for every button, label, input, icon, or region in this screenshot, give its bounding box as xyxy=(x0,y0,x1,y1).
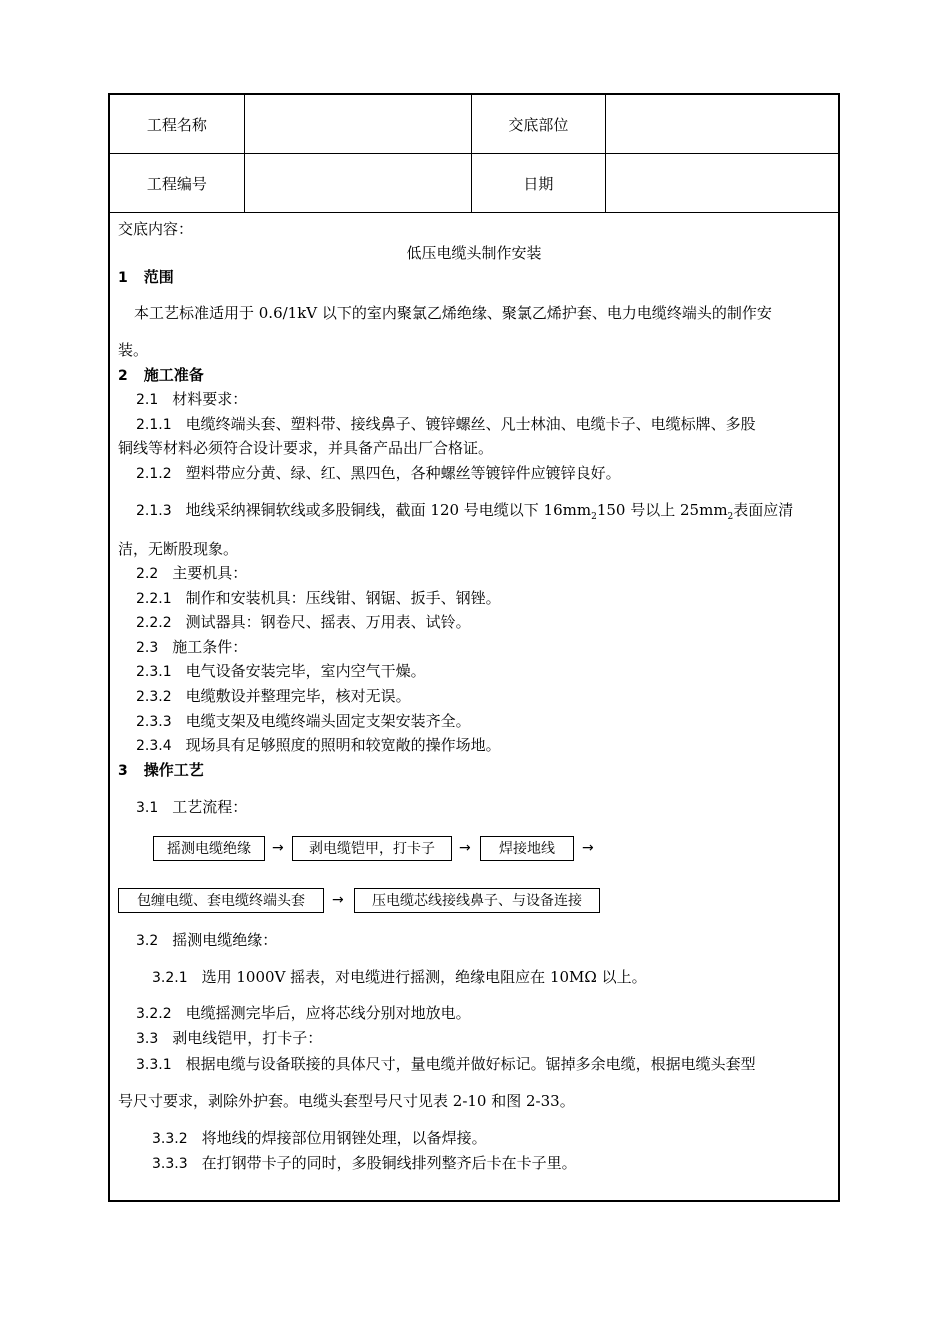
item-2-3-3 xyxy=(136,711,471,732)
item-number: 2.1.1 xyxy=(136,417,172,433)
section-1-heading xyxy=(118,267,174,288)
item-number: 2.1 xyxy=(136,392,159,408)
item-2-1-3 xyxy=(136,500,793,527)
item-2-2 xyxy=(136,563,247,584)
item-number: 3.2.2 xyxy=(136,1006,172,1022)
item-2-3-2 xyxy=(136,686,411,707)
paragraph: 装。 xyxy=(118,341,149,359)
item-text: 选用 1000V 摇表，对电缆进行摇测，绝缘电阻应在 10MΩ 以上。 xyxy=(201,968,647,986)
item-number: 2.3 xyxy=(136,640,159,656)
document-frame xyxy=(108,93,840,1202)
item-text: 制作和安装机具：压线钳、钢锯、扳手、钢锉。 xyxy=(185,589,501,607)
location-label: 交底部位 xyxy=(471,95,606,154)
flow-step-5: 压电缆芯线接线鼻子、与设备连接 xyxy=(354,888,600,913)
section-number: 2 xyxy=(118,368,128,384)
item-number: 2.2.1 xyxy=(136,591,172,607)
date-label: 日期 xyxy=(471,154,606,213)
content-label: 交底内容： xyxy=(118,220,194,238)
paragraph: 铜线等材料必须符合设计要求，并具备产品出厂合格证。 xyxy=(118,439,494,457)
subscript: 2 xyxy=(727,512,734,522)
arrow-right-icon: → xyxy=(272,840,284,856)
item-text: 测试器具：钢卷尺、摇表、万用表、试铃。 xyxy=(185,613,471,631)
arrow-right-icon: → xyxy=(459,840,471,856)
item-text: 电缆支架及电缆终端头固定支架安装齐全。 xyxy=(185,712,471,730)
item-text: 根据电缆与设备联接的具体尺寸，量电缆并做好标记。锯掉多余电缆，根据电缆头套型 xyxy=(185,1055,756,1073)
item-number: 2.2 xyxy=(136,566,159,582)
item-number: 3.2.1 xyxy=(152,970,188,986)
arrow-right-icon: → xyxy=(582,840,594,856)
item-text: 剥电线铠甲，打卡子： xyxy=(172,1029,323,1047)
section-2-heading xyxy=(118,365,204,386)
item-3-3-3 xyxy=(152,1153,577,1174)
item-text: 电气设备安装完毕，室内空气干燥。 xyxy=(185,662,426,680)
item-2-2-1 xyxy=(136,588,501,609)
item-2-1-2 xyxy=(136,463,621,484)
paragraph: 洁，无断股现象。 xyxy=(118,540,239,558)
flow-step-4: 包缠电缆、套电缆终端头套 xyxy=(118,888,324,913)
item-2-3 xyxy=(136,637,247,658)
item-3-2-2 xyxy=(136,1003,471,1024)
item-number: 2.3.2 xyxy=(136,689,172,705)
item-number: 2.2.2 xyxy=(136,615,172,631)
section-title: 操作工艺 xyxy=(143,761,204,779)
project-name-label: 工程名称 xyxy=(110,95,244,154)
item-3-2 xyxy=(136,930,277,951)
item-number: 2.3.1 xyxy=(136,664,172,680)
subscript: 2 xyxy=(591,512,597,522)
item-text: 电缆敷设并整理完毕，核对无误。 xyxy=(185,687,411,705)
item-text: 工艺流程： xyxy=(172,798,248,816)
item-2-2-2 xyxy=(136,612,471,633)
item-text: 150 号以上 25mm xyxy=(596,501,728,519)
flow-step-3: 焊接地线 xyxy=(480,836,574,861)
item-3-3-1 xyxy=(136,1054,756,1075)
item-number: 3.3 xyxy=(136,1031,159,1047)
item-number: 2.3.4 xyxy=(136,738,172,754)
project-no-label: 工程编号 xyxy=(110,154,244,213)
item-text: 电缆摇测完毕后，应将芯线分别对地放电。 xyxy=(185,1004,471,1022)
item-number: 3.1 xyxy=(136,800,159,816)
section-title: 范围 xyxy=(143,268,174,286)
flow-step-2: 剥电缆铠甲，打卡子 xyxy=(292,836,452,861)
item-text: 摇测电缆绝缘： xyxy=(172,931,278,949)
section-3-heading xyxy=(118,760,204,781)
header-table xyxy=(110,95,838,213)
item-3-2-1 xyxy=(152,967,647,988)
item-text: 现场具有足够照度的照明和较宽敞的操作场地。 xyxy=(185,736,501,754)
item-3-1 xyxy=(136,797,247,818)
item-2-3-1 xyxy=(136,661,426,682)
item-number: 3.3.3 xyxy=(152,1156,188,1172)
section-number: 3 xyxy=(118,763,128,779)
item-3-3-2 xyxy=(152,1128,487,1149)
item-number: 3.2 xyxy=(136,933,159,949)
date-value xyxy=(606,154,838,213)
item-text: 施工条件： xyxy=(172,638,248,656)
item-number: 2.1.3 xyxy=(136,503,172,519)
item-number: 3.3.1 xyxy=(136,1057,172,1073)
item-2-3-4 xyxy=(136,735,501,756)
item-text: 电缆终端头套、塑料带、接线鼻子、镀锌螺丝、凡士林油、电缆卡子、电缆标牌、多股 xyxy=(185,415,756,433)
doc-title: 低压电缆头制作安装 xyxy=(406,244,542,262)
item-text: 表面应清 xyxy=(733,501,794,519)
location-value xyxy=(606,95,838,154)
item-2-1 xyxy=(136,389,247,410)
item-text: 在打钢带卡子的同时，多股铜线排列整齐后卡在卡子里。 xyxy=(201,1154,577,1172)
paragraph: 本工艺标准适用于 0.6/1kV 以下的室内聚氯乙烯绝缘、聚氯乙烯护套、电力电缆终端头的制作安 xyxy=(134,304,772,322)
flow-step-1: 摇测电缆绝缘 xyxy=(153,836,265,861)
item-number: 2.1.2 xyxy=(136,466,172,482)
item-2-1-1 xyxy=(136,414,756,435)
item-text: 地线采纳裸铜软线或多股铜线，截面 120 号电缆以下 16mm xyxy=(185,501,592,519)
section-number: 1 xyxy=(118,270,128,286)
item-text: 塑料带应分黄、绿、红、黑四色，各种螺丝等镀锌件应镀锌良好。 xyxy=(185,464,621,482)
project-no-value xyxy=(244,154,471,213)
item-text: 主要机具： xyxy=(172,564,248,582)
project-name-value xyxy=(244,95,471,154)
item-number: 3.3.2 xyxy=(152,1131,188,1147)
item-number: 2.3.3 xyxy=(136,714,172,730)
item-3-3 xyxy=(136,1028,322,1049)
item-text: 将地线的焊接部位用钢锉处理，以备焊接。 xyxy=(201,1129,487,1147)
item-text: 材料要求： xyxy=(172,390,248,408)
arrow-right-icon: → xyxy=(332,892,344,908)
paragraph: 号尺寸要求，剥除外护套。电缆头套型号尺寸见表 2-10 和图 2-33。 xyxy=(118,1092,575,1110)
section-title: 施工准备 xyxy=(143,366,204,384)
